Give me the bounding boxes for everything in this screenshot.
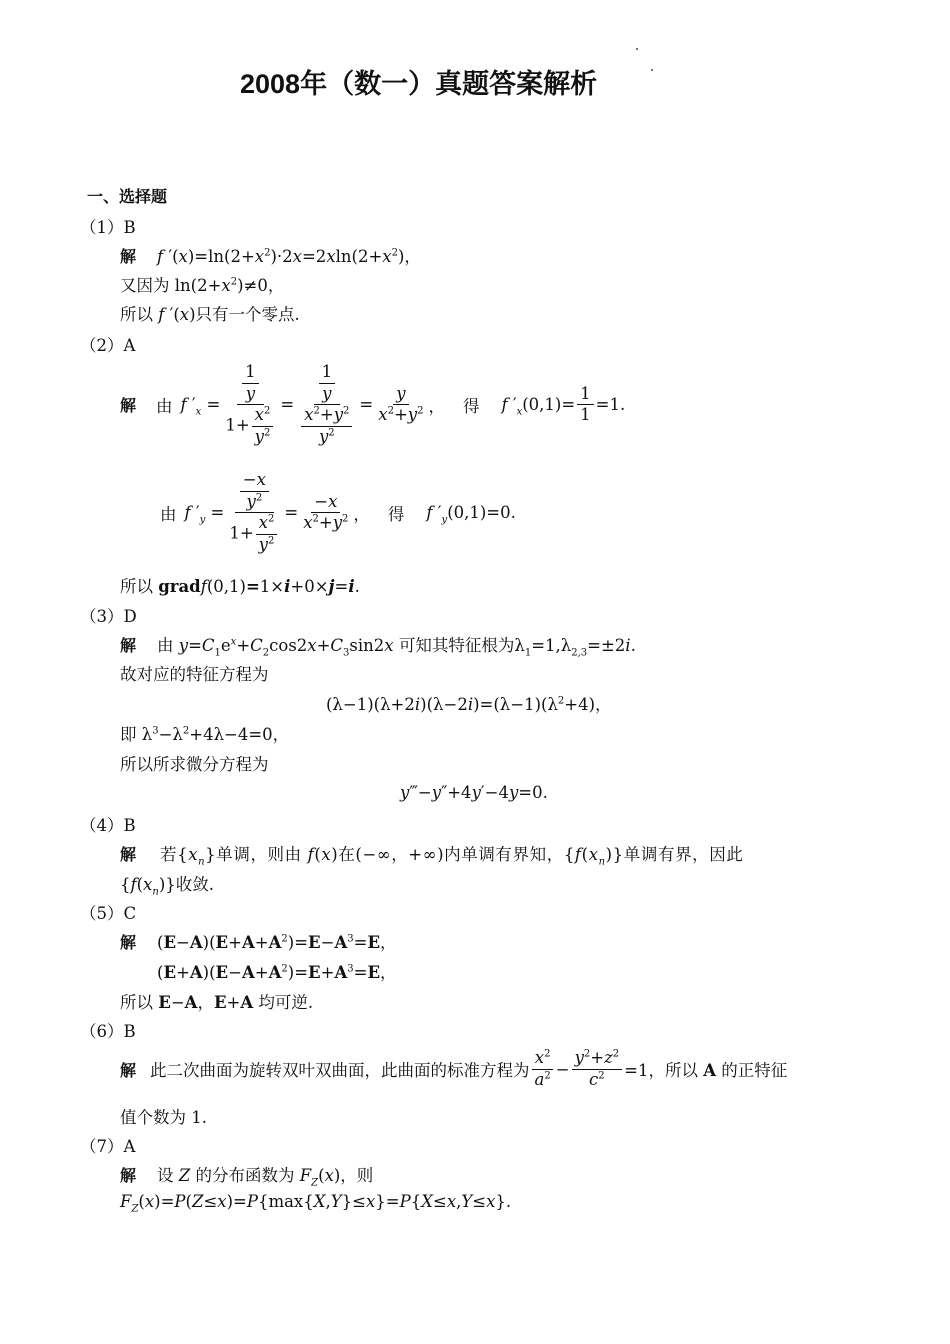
problem-7-line-2: $F_Z(x)=P(Z\le x)=P\{\max\{X,Y\}\le x\}=P\{X\le x,Y\le x\}$. [120,1192,512,1215]
problem-5-line-3: 所以 E−A，E+A 均可逆. [120,993,314,1012]
problem-1-line-3: 所以 f ′(x)只有一个零点. [120,305,300,324]
jie-label: 解 [120,396,137,416]
you-label: 由 [156,396,173,416]
problem-3-line-1: 解 由 $y=C_1e^x+C_2\cos 2x+C_3\sin 2x$ 可知其特征根为$\lambda_1=1,\lambda_{2,3}=\pm 2i$. [120,636,636,659]
problem-2-fx-equation: 解 由 f $'_x$ = $\frac{1}{y}$ 1+ $\frac{x^2}{y^2}$ = $\frac{\frac{1}{y}}{\frac{x^2+y^2}{y^2}}$ = $\frac{y}{x^2+y^2}$ ， 得 f $'_x(0,1)=$ $\frac{1}{1}$ =1. [120,362,626,446]
jie-label: 解 [120,247,137,266]
problem-5-label: （5）C [80,904,137,923]
problem-4-line-1: 解 若$\{x_n\}$单调，则由 f(x)在(−∞，+∞)内单调有界知，$\{f(x_n)\}$单调有界，因此 [120,845,744,868]
surface-fraction-2: $\frac{y^2+z^2}{c^2}$ [572,1048,623,1090]
problem-3-line-4: 所以所求微分方程为 [120,755,269,774]
problem-6-label: （6）B [80,1022,136,1041]
problem-1-line-2: 又因为 $\ln(2+x^2)\ne 0$， [120,276,285,295]
problem-3-line-2: 故对应的特征方程为 [120,665,269,684]
problem-4-line-2: $\{f(x_n)\}$收敛. [120,875,214,898]
page-title: 2008年（数一）真题答案解析 [240,69,598,99]
problem-3-label: （3）D [80,607,137,626]
scan-speck [651,69,653,71]
problem-4-label: （4）B [80,816,136,835]
jie-label: 解 [120,636,137,655]
problem-5-line-2: $(E+A)(E-A+A^2)=E+A^3=E$， [157,963,397,982]
problem-7-label: （7）A [80,1137,136,1156]
jie-label: 解 [120,1166,137,1185]
surface-fraction-1: $\frac{x^2}{a^2}$ [532,1048,554,1090]
problem-1-line-1: 解 f $'(x)=\ln(2+x^2)\cdot 2x=2xln(2+x^2)$， [120,247,421,266]
jie-label: 解 [120,1060,137,1080]
scan-speck [636,48,638,50]
you-label: 由 [160,504,177,524]
problem-6-line-1: 解 此二次曲面为旋转双叶双曲面，此曲面的标准方程为 $\frac{x^2}{a^2}$ − $\frac{y^2+z^2}{c^2}$ =1，所以 A 的正特征 [120,1048,788,1089]
problem-6-line-2: 值个数为 1. [120,1108,207,1127]
problem-3-line-3: 即 $\lambda^3-\lambda^2+4\lambda-4=0$， [120,725,290,744]
section-heading: 一、选择题 [87,187,168,206]
problem-1-label: （1）B [80,218,136,237]
de-label: 得 [387,504,405,524]
problem-5-line-1: 解 $(E-A)(E+A+A^2)=E-A^3=E$， [120,933,397,952]
problem-2-grad-line: 所以 gradf(0,1)=1×i+0×j=i. [120,577,360,596]
problem-3-equation-1: $(\lambda-1)(\lambda+2i)(\lambda-2i)=(\lambda-1)(\lambda^2+4)$， [326,695,612,714]
problem-2-label: （2）A [80,336,136,355]
problem-2-fy-equation: 由 f $'_y$ = $\frac{-x}{y^2}$ 1+ $\frac{x^2}{y^2}$ = $\frac{-x}{x^2+y^2}$ ， 得 f $'_y(0,1)=0$. [160,470,516,554]
jie-label: 解 [120,933,137,952]
jie-label: 解 [120,845,137,864]
problem-6-text-pre: 此二次曲面为旋转双叶双曲面，此曲面的标准方程为 [150,1061,530,1081]
de-label: 得 [462,396,480,416]
fy-fraction-2: $\frac{-x}{x^2+y^2}$ [303,491,349,533]
fx-fraction-3: $\frac{y}{x^2+y^2}$ [378,383,424,425]
fx-fraction-2: $\frac{\frac{1}{y}}{\frac{x^2+y^2}{y^2}}$ [296,362,357,448]
problem-3-equation-2: y‴−y″+4y′−4y=0. [400,783,548,802]
fx-fraction-1: $\frac{1}{y}$ 1+ $\frac{x^2}{y^2}$ [222,362,278,448]
fy-fraction-1: $\frac{-x}{y^2}$ 1+ $\frac{x^2}{y^2}$ [226,470,282,556]
problem-7-line-1: 解 设 Z 的分布函数为 $F_Z(x)$，则 [120,1166,374,1189]
